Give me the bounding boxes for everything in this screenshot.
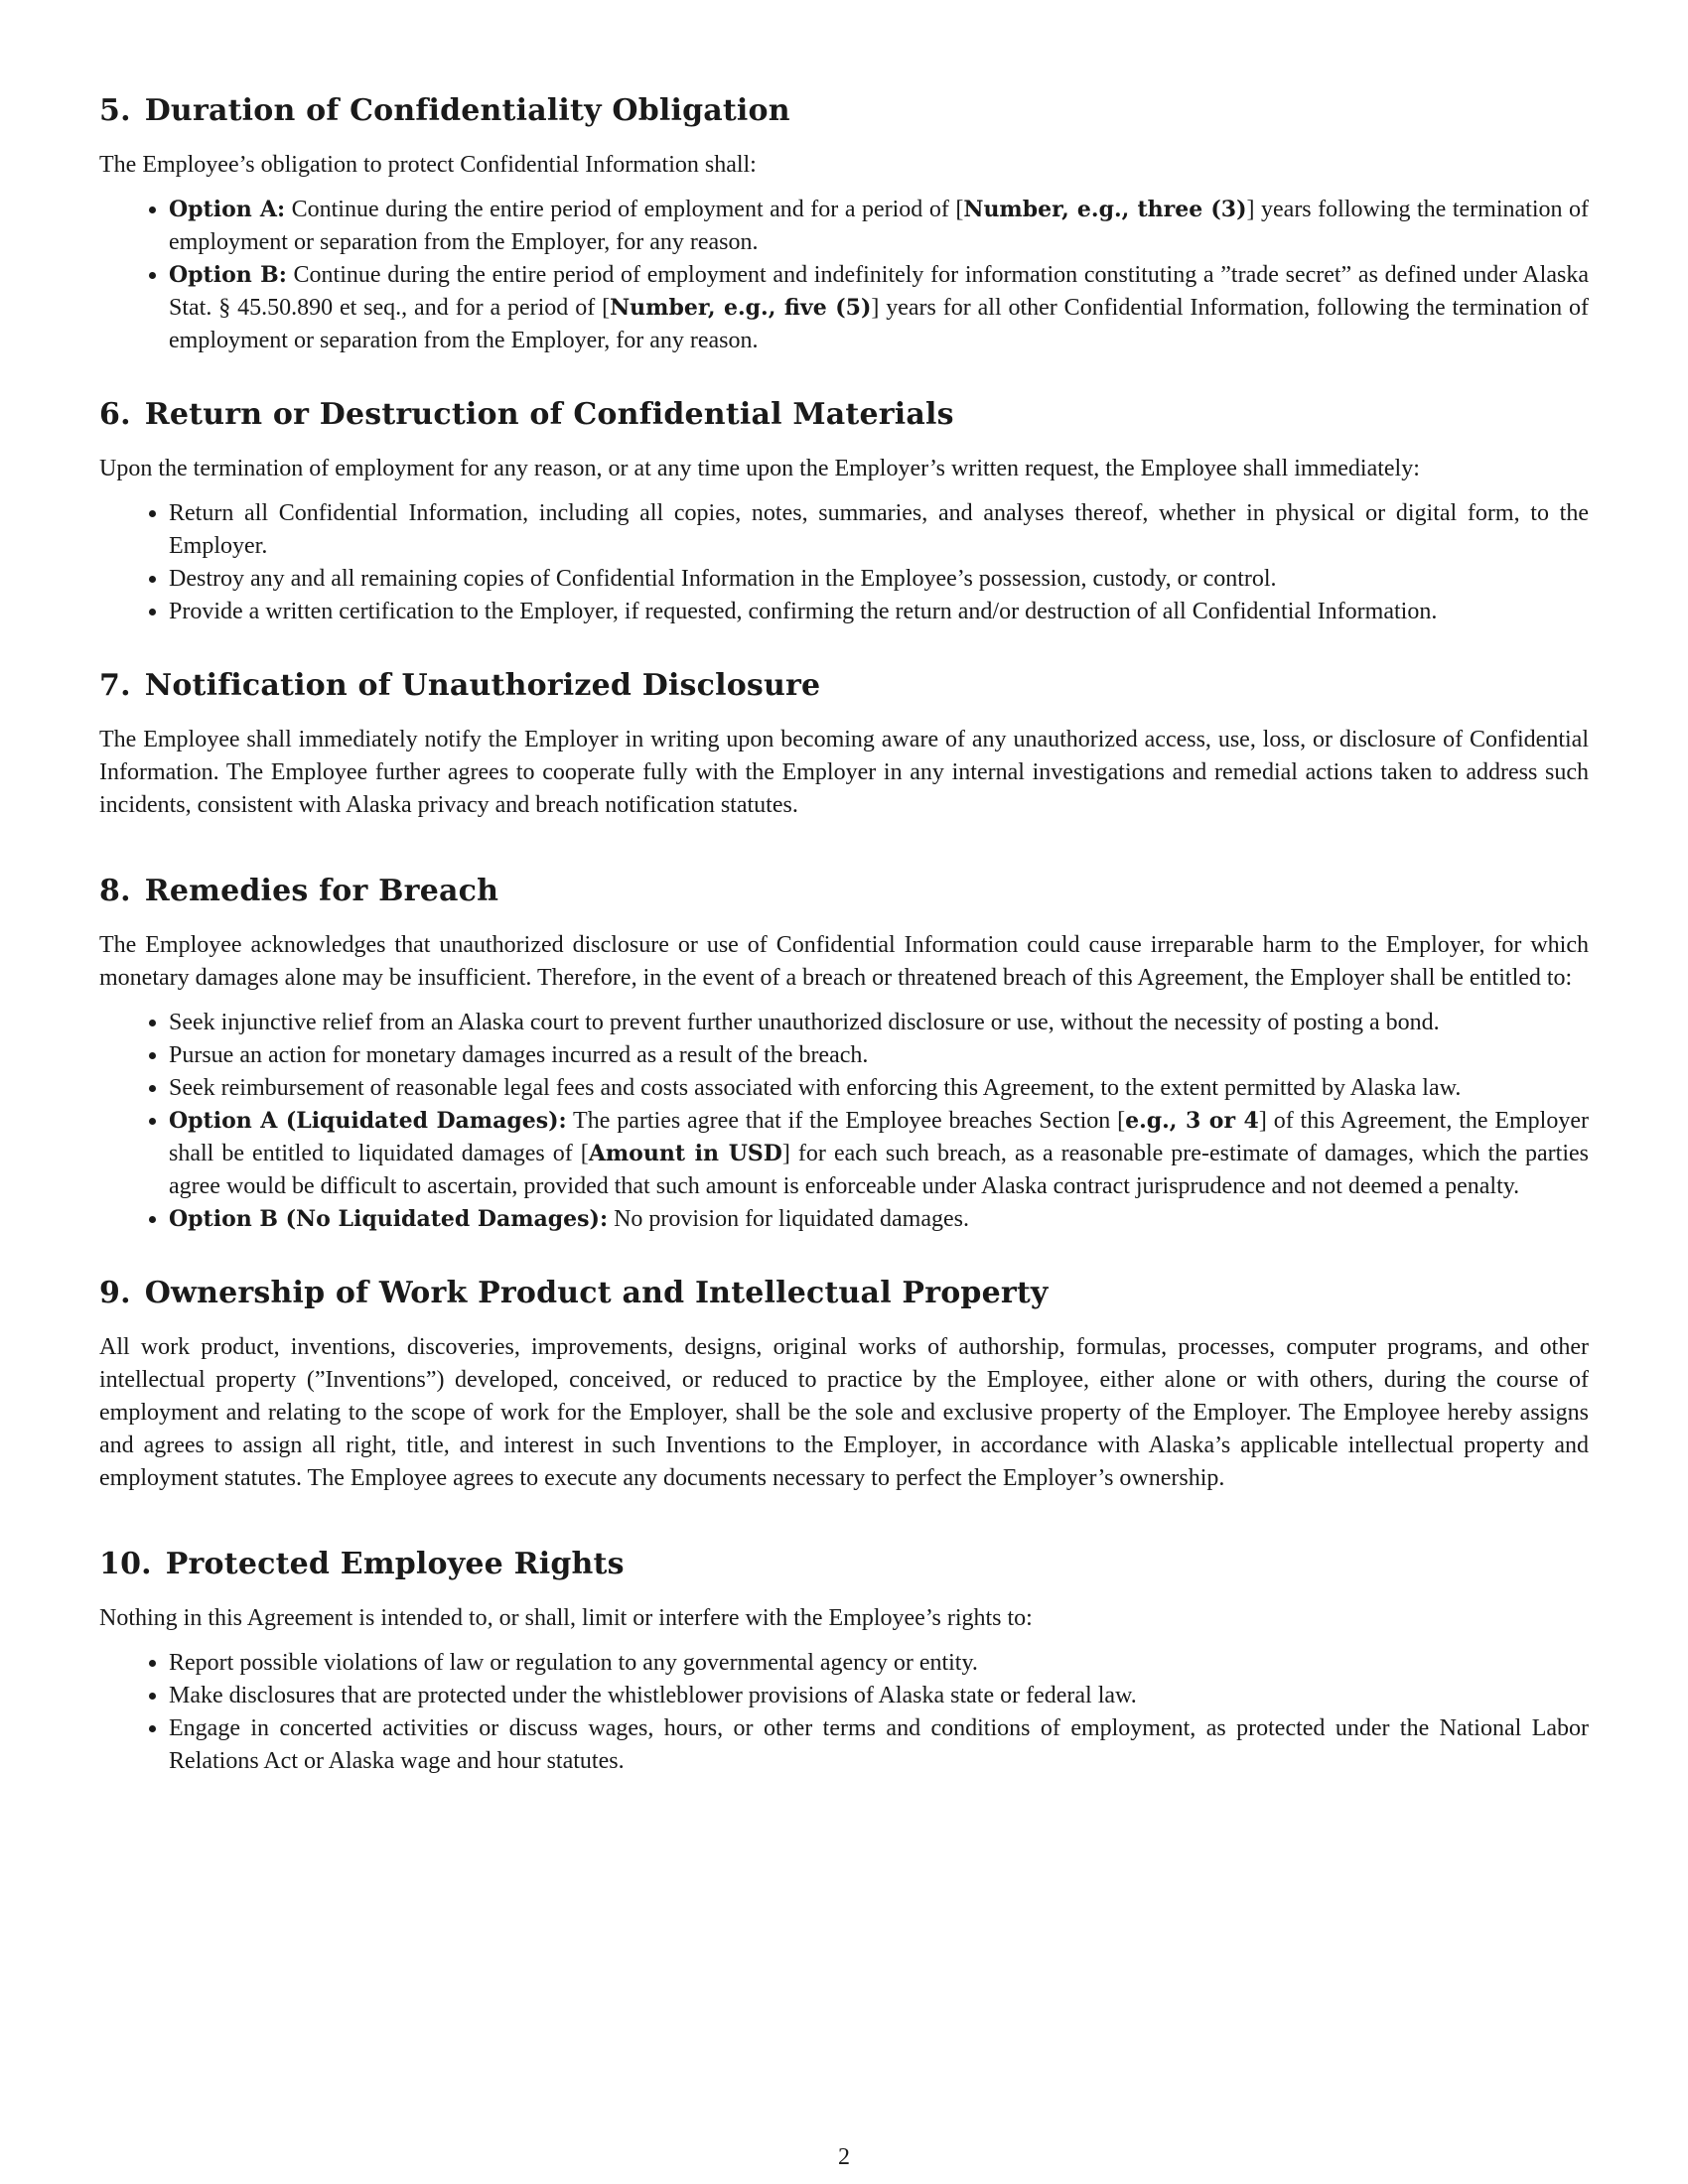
section-6-intro: Upon the termination of employment for any reason, or at any time upon the Employer’s written request, the Employee shall immediately: xyxy=(99,456,1420,481)
section-8-intro: The Employee acknowledges that unauthorized disclosure or use of Confidential Information could cause irreparable harm to the Employer, for which monetary damages alone may be insufficient. Therefore, in the event of a breach or threatened breach of this Agreement, the Employer shall be entitled to: xyxy=(99,932,1589,991)
document-page xyxy=(99,91,1589,1778)
list-item: • Engage in concerted activities or discuss wages, hours, or other terms and conditions of employment, as protected under the National Labor Relations Act or Alaska wage and hour statutes. xyxy=(169,1712,1589,1778)
list-item: • Pursue an action for monetary damages incurred as a result of the breach. xyxy=(169,1039,1589,1072)
section-6-list xyxy=(99,497,1589,628)
section-5-options xyxy=(99,194,1589,357)
list-item: • Seek reimbursement of reasonable legal fees and costs associated with enforcing this Agreement, to the extent permitted by Alaska law. xyxy=(169,1072,1589,1105)
section-8-heading: 8. Remedies for Breach xyxy=(99,874,499,908)
list-item: • Provide a written certification to the Employer, if requested, confirming the return and/or destruction of all Confidential Information. xyxy=(169,596,1589,628)
section-5-intro: The Employee’s obligation to protect Confidential Information shall: xyxy=(99,152,757,178)
section-10-intro: Nothing in this Agreement is intended to, or shall, limit or interfere with the Employee’s rights to: xyxy=(99,1605,1033,1631)
section-7-body: The Employee shall immediately notify the Employer in writing upon becoming aware of any unauthorized access, use, loss, or disclosure of Confidential Information. The Employee further agrees to cooperate fully with the Employer in any internal investigations and remedial actions taken to address such incidents, consistent with Alaska privacy and breach notification statutes. xyxy=(99,727,1589,818)
section-10-heading: 10. Protected Employee Rights xyxy=(99,1547,625,1581)
list-item: • Return all Confidential Information, including all copies, notes, summaries, and analyses thereof, whether in physical or digital form, to the Employer. xyxy=(169,497,1589,563)
section-8-list xyxy=(99,1007,1589,1236)
list-item: • Seek injunctive relief from an Alaska court to prevent further unauthorized disclosure or use, without the necessity of posting a bond. xyxy=(169,1007,1589,1039)
list-item: • Option A (Liquidated Damages): The parties agree that if the Employee breaches Section [e.g., 3 or 4] of this Agreement, the Employer shall be entitled to liquidated damages of [Amount in USD] for each such breach, as a reasonable pre-estimate of damages, which the parties agree would be difficult to ascertain, provided that such amount is enforceable under Alaska contract jurisprudence and not deemed a penalty. xyxy=(169,1105,1589,1203)
list-item: • Destroy any and all remaining copies of Confidential Information in the Employee’s possession, custody, or control. xyxy=(169,563,1589,596)
section-7-heading: 7. Notification of Unauthorized Disclosure xyxy=(99,668,821,703)
section-5-heading: 5. Duration of Confidentiality Obligation xyxy=(99,93,790,128)
section-6-heading: 6. Return or Destruction of Confidential Materials xyxy=(99,397,954,432)
section-10-list xyxy=(99,1647,1589,1778)
list-item: • Option A: Continue during the entire period of employment and for a period of [Number, e.g., three (3)] years following the termination of employment or separation from the Employer, for any reason. xyxy=(169,194,1589,259)
list-item: • Option B (No Liquidated Damages): No provision for liquidated damages. xyxy=(169,1203,1589,1236)
list-item: • Report possible violations of law or regulation to any governmental agency or entity. xyxy=(169,1647,1589,1680)
page-number: 2 xyxy=(838,2144,850,2170)
list-item: • Make disclosures that are protected under the whistleblower provisions of Alaska state or federal law. xyxy=(169,1680,1589,1712)
list-item: • Option B: Continue during the entire period of employment and indefinitely for information constituting a ”trade secret” as defined under Alaska Stat. § 45.50.890 et seq., and for a period of [Number, e.g., five (5)] years for all other Confidential Information, following the termination of employment or separation from the Employer, for any reason. xyxy=(169,259,1589,357)
section-9-heading: 9. Ownership of Work Product and Intellectual Property xyxy=(99,1276,1049,1310)
section-9-body: All work product, inventions, discoveries, improvements, designs, original works of authorship, formulas, processes, computer programs, and other intellectual property (”Inventions”) developed, conceived, or reduced to practice by the Employee, either alone or with others, during the course of employment and relating to the scope of work for the Employer, shall be the sole and exclusive property of the Employer. The Employee hereby assigns and agrees to assign all right, title, and interest in such Inventions to the Employer, in accordance with Alaska’s applicable intellectual property and employment statutes. The Employee agrees to execute any documents necessary to perfect the Employer’s ownership. xyxy=(99,1334,1589,1491)
